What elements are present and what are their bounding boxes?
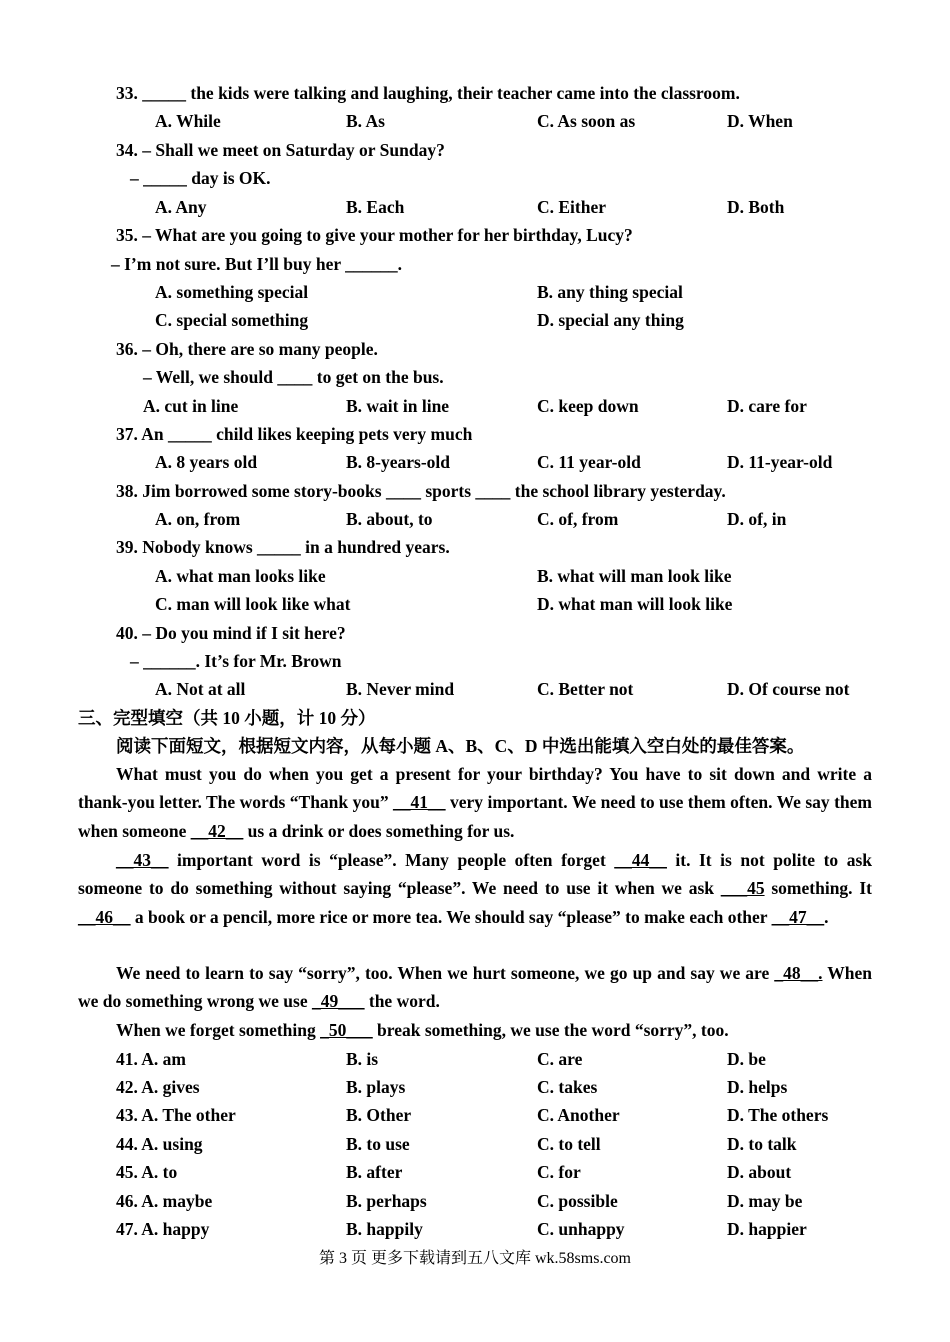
blank-47: __47__ [771,906,825,927]
option-d: D. care for [727,396,807,416]
option-d: D. When [727,111,793,131]
option-c: C. man will look like what [155,594,351,614]
answer-43-b: B. Other [346,1105,412,1125]
answer-43-a: 43. A. The other [116,1105,236,1125]
answer-43-c: C. Another [537,1105,620,1125]
answer-44-d: D. to talk [727,1134,797,1154]
answer-46-a: 46. A. maybe [116,1191,213,1211]
option-b: B. about, to [346,509,433,529]
option-d: D. Of course not [727,679,850,699]
question-36-reply: – Well, we should ____ to get on the bus. [143,367,444,387]
question-35: 35. – What are you going to give your mother for her birthday, Lucy? [116,225,633,245]
option-b: B. wait in line [346,396,450,416]
blank-42: __42__ [190,820,244,841]
answer-41-b: B. is [346,1049,379,1069]
section-instruction: 阅读下面短文，根据短文内容，从每小题 A、B、C、D 中选出能填入空白处的最佳答案。 [116,736,805,756]
question-33: 33. _____ the kids were talking and laughing, their teacher came into the classroom. [116,83,740,103]
option-a: A. 8 years old [155,452,258,472]
answer-46-b: B. perhaps [346,1191,427,1211]
question-34: 34. – Shall we meet on Saturday or Sunday? [116,140,445,160]
passage-paragraph-2: __43__ important word is “please”. Many people often forget __44__ it. It is not polite to ask someone to do something without saying “please”. We need to use it when we ask ___45 something. It __46__ a book or a pencil, more rice or more tea. We should say “please” to make each other __47__. [78,850,873,927]
blank-45: ___45 [720,878,765,899]
option-c: C. of, from [537,509,619,529]
option-c: C. special something [155,310,309,330]
blank-49: _49___ [312,991,365,1012]
option-d: D. 11-year-old [727,452,833,472]
option-a: A. Not at all [155,679,246,699]
option-b: B. Each [346,197,405,217]
answer-41-d: D. be [727,1049,766,1069]
answer-46-c: C. possible [537,1191,618,1211]
passage-paragraph-4: When we forget something _50___ break something, we use the word “sorry”, too. [116,1020,729,1040]
option-c: C. Either [537,197,607,217]
answer-47-c: C. unhappy [537,1219,625,1239]
option-a: A. cut in line [143,396,239,416]
answer-42-d: D. helps [727,1077,788,1097]
blank-44: __44__ [614,850,667,870]
blank-50: _50___ [320,1020,373,1040]
answer-44-a: 44. A. using [116,1134,203,1154]
blank-43: __43__ [116,850,169,870]
passage-paragraph-1: What must you do when you get a present for your birthday? You have to sit down and write a thank-you letter. The words “Thank you” __41__ very important. We need to use them often. We say them when someone __42__ us a drink or does something for us. [78,764,872,841]
option-a: A. While [155,111,221,131]
answer-43-d: D. The others [727,1105,829,1125]
answer-47-a: 47. A. happy [116,1219,210,1239]
blank-41: __41__ [393,792,446,813]
option-c: C. Better not [537,679,634,699]
question-35-reply: – I’m not sure. But I’ll buy her ______. [111,254,403,274]
answer-45-d: D. about [727,1162,792,1182]
answer-46-d: D. may be [727,1191,803,1211]
answer-45-a: 45. A. to [116,1162,178,1182]
option-c: C. As soon as [537,111,636,131]
blank-46: __46__ [78,906,131,927]
option-b: B. Never mind [346,679,455,699]
option-b: B. As [346,111,385,131]
answer-42-c: C. takes [537,1077,598,1097]
answer-42-b: B. plays [346,1077,406,1097]
answer-44-b: B. to use [346,1134,410,1154]
question-38: 38. Jim borrowed some story-books ____ sports ____ the school library yesterday. [116,481,726,501]
option-d: D. Both [727,197,785,217]
question-40: 40. – Do you mind if I sit here? [116,623,346,643]
question-40-reply: – ______. It’s for Mr. Brown [130,651,342,671]
answer-44-c: C. to tell [537,1134,601,1154]
question-36: 36. – Oh, there are so many people. [116,339,378,359]
answer-47-b: B. happily [346,1219,423,1239]
option-a: A. Any [155,197,207,217]
option-d: D. of, in [727,509,787,529]
option-c: C. 11 year-old [537,452,641,472]
option-b: B. 8-years-old [346,452,451,472]
option-a: A. something special [155,282,309,302]
answer-42-a: 42. A. gives [116,1077,200,1097]
section-heading: 三、完型填空（共 10 小题，计 10 分） [78,708,376,728]
question-34-reply: – _____ day is OK. [130,168,271,188]
answer-47-d: D. happier [727,1219,807,1239]
option-b: B. any thing special [537,282,683,302]
question-39: 39. Nobody knows _____ in a hundred years. [116,537,450,557]
question-37: 37. An _____ child likes keeping pets very much [116,424,473,444]
answer-45-b: B. after [346,1162,403,1182]
passage-paragraph-3: We need to learn to say “sorry”, too. When we hurt someone, we go up and say we are _48__. When we do something wrong we use _49___ the word. [78,963,872,1012]
blank-48: _48__. [774,963,823,983]
page-footer: 第 3 页 更多下载请到五八文库 wk.58sms.com [318,1250,631,1267]
option-d: D. what man will look like [537,594,733,614]
option-a: A. what man looks like [155,566,326,586]
answer-41-a: 41. A. am [116,1049,186,1069]
option-c: C. keep down [537,396,639,416]
option-d: D. special any thing [537,310,684,330]
option-a: A. on, from [155,509,241,529]
answer-41-c: C. are [537,1049,583,1069]
answer-45-c: C. for [537,1162,581,1182]
option-b: B. what will man look like [537,566,732,586]
